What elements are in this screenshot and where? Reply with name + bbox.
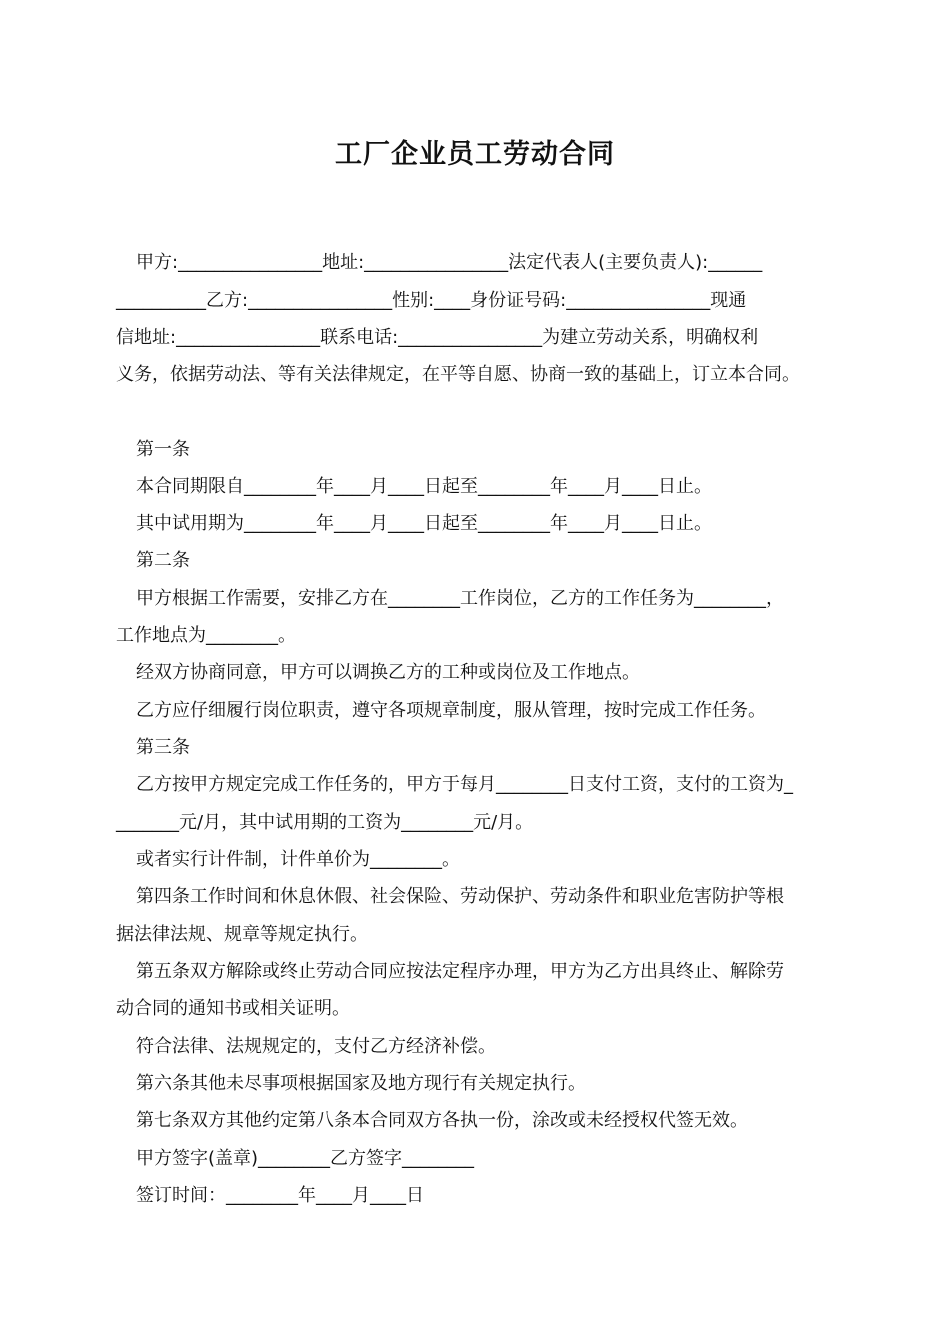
paragraph-line: 经双方协商同意，甲方可以调换乙方的工种或岗位及工作地点。 (136, 662, 640, 683)
paragraph-line: 乙方按甲方规定完成工作任务的，甲方于每月________日支付工资，支付的工资为_ (136, 774, 793, 795)
paragraph-line: 据法律法规、规章等规定执行。 (116, 924, 368, 945)
paragraph-line: 第七条双方其他约定第八条本合同双方各执一份，涂改或未经授权代签无效。 (136, 1110, 748, 1131)
signature-line: 甲方签字(盖章)________乙方签字________ (136, 1148, 475, 1169)
paragraph-line: 甲方根据工作需要，安排乙方在________工作岗位，乙方的工作任务为________， (136, 588, 784, 609)
article-heading: 第三条 (136, 737, 190, 758)
paragraph-line: 乙方应仔细履行岗位职责，遵守各项规章制度，服从管理，按时完成工作任务。 (136, 700, 766, 721)
paragraph-line: 义务，依据劳动法、等有关法律规定，在平等自愿、协商一致的基础上，订立本合同。 (116, 364, 800, 385)
paragraph-line: 本合同期限自________年____月____日起至________年____月____日止。 (136, 476, 712, 497)
paragraph-line: 动合同的通知书或相关证明。 (116, 998, 350, 1019)
paragraph-line: 第五条双方解除或终止劳动合同应按法定程序办理，甲方为乙方出具终止、解除劳 (136, 961, 784, 982)
signing-date-line: 签订时间：________年____月____日 (136, 1185, 424, 1206)
paragraph-line: 符合法律、法规规定的，支付乙方经济补偿。 (136, 1036, 496, 1057)
paragraph-line: 工作地点为________。 (116, 625, 296, 646)
paragraph-line: __________乙方:________________性别:____身份证号码:________________现通 (116, 290, 747, 311)
paragraph-line: _______元/月，其中试用期的工资为________元/月。 (116, 812, 534, 833)
paragraph-line: 信地址:________________联系电话:________________为建立劳动关系，明确权利 (116, 327, 759, 348)
paragraph-line: 甲方:________________地址:________________法定代表人(主要负责人):______ (136, 252, 763, 273)
document-title: 工厂企业员工劳动合同 (335, 139, 615, 170)
article-heading: 第一条 (136, 439, 190, 460)
paragraph-line: 第四条工作时间和休息休假、社会保险、劳动保护、劳动条件和职业危害防护等根 (136, 886, 784, 907)
paragraph-line: 其中试用期为________年____月____日起至________年____月____日止。 (136, 513, 712, 534)
paragraph-line: 或者实行计件制，计件单价为________。 (136, 849, 460, 870)
paragraph-line: 第六条其他未尽事项根据国家及地方现行有关规定执行。 (136, 1073, 586, 1094)
article-heading: 第二条 (136, 550, 190, 571)
